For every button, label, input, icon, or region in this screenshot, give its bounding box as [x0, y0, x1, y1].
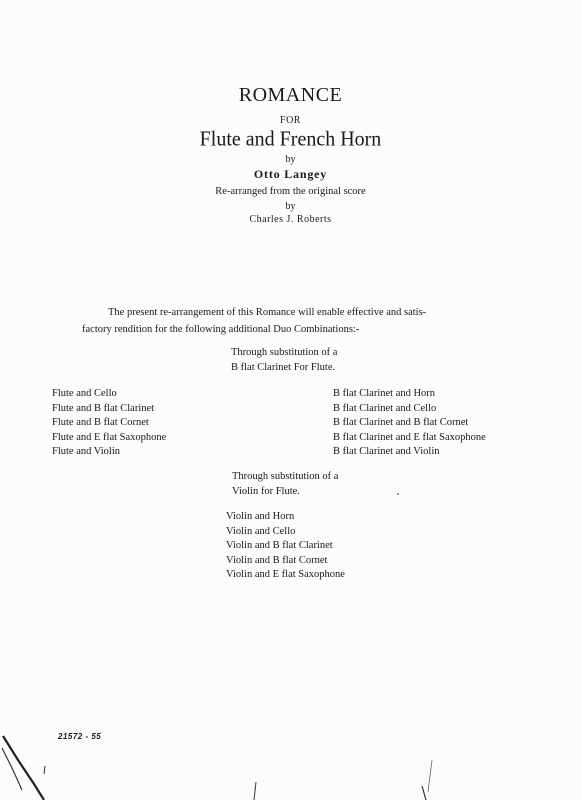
list-item: Violin and Cello [226, 525, 296, 537]
intro-line-2: factory rendition for the following additional Duo Combinations:- [82, 324, 360, 335]
flute-combinations-list [52, 387, 166, 460]
list-item: Violin and E flat Saxophone [226, 569, 345, 581]
intro-line-1: The present re-arrangement of this Romance will enable effective and satis- [108, 307, 427, 318]
list-item: Flute and B flat Cornet [52, 417, 149, 429]
list-item: B flat Clarinet and B flat Cornet [333, 417, 469, 429]
list-item: B flat Clarinet and Violin [333, 446, 440, 458]
substitution-line-2: Violin for Flute. [232, 485, 300, 497]
arranger-name: Charles J. Roberts [249, 214, 332, 225]
list-item: B flat Clarinet and E flat Saxophone [333, 431, 486, 443]
by-label-arranger: by [285, 201, 296, 212]
clarinet-substitution-note [231, 346, 337, 375]
list-item: Flute and B flat Clarinet [52, 402, 155, 414]
substitution-line-1: Through substitution of a [232, 471, 339, 482]
intro-paragraph [82, 304, 528, 338]
violin-combinations-list [226, 510, 345, 583]
list-item: Violin and Horn [226, 511, 295, 522]
clarinet-combinations-list [333, 387, 486, 460]
substitution-line-2: B flat Clarinet For Flute. [231, 361, 336, 373]
list-item: Flute and Violin [52, 446, 121, 458]
list-item: Flute and E flat Saxophone [52, 431, 167, 443]
list-item: Flute and Cello [52, 388, 117, 399]
rearranged-note: Re-arranged from the original score [215, 186, 366, 197]
for-label: FOR [280, 115, 301, 126]
composer-name: Otto Langey [253, 167, 328, 181]
by-label-composer: by [285, 154, 296, 165]
list-item: B flat Clarinet and Horn [333, 388, 436, 399]
list-item: B flat Clarinet and Cello [333, 402, 437, 414]
instrumentation-title: Flute and French Horn [199, 127, 382, 151]
plate-number: 21572 - 55 [58, 732, 102, 741]
page-title: ROMANCE [238, 84, 343, 106]
list-item: Violin and B flat Clarinet [226, 540, 333, 552]
substitution-line-1: Through substitution of a [231, 347, 338, 358]
violin-substitution-note [232, 470, 338, 499]
list-item: Violin and B flat Cornet [226, 554, 328, 566]
